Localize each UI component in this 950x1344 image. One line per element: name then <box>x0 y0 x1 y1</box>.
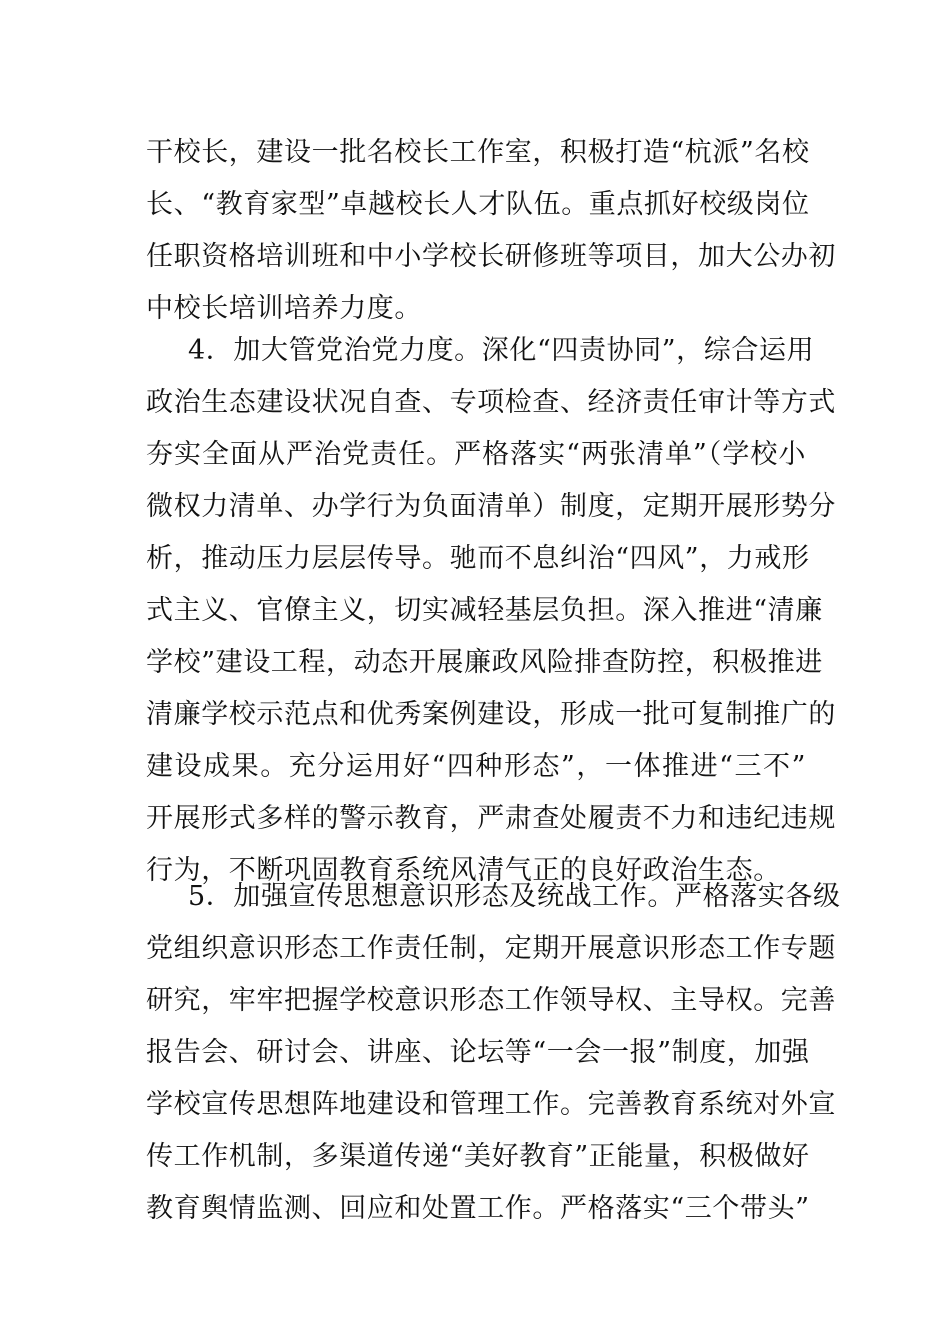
text-line: 党组织意识形态工作责任制，定期开展意识形态工作专题 <box>146 933 836 964</box>
paragraph-5 <box>146 871 841 1235</box>
text-line: 夯实全面从严治党责任。严格落实“两张清单”（学校小 <box>146 439 806 470</box>
text-line: 清廉学校示范点和优秀案例建设，形成一批可复制推广的 <box>146 699 836 730</box>
text-line: 式主义、官僚主义，切实减轻基层负担。深入推进“清廉 <box>146 595 823 626</box>
text-line: 学校宣传思想阵地建设和管理工作。完善教育系统对外宣 <box>146 1089 836 1120</box>
text-line: 报告会、研讨会、讲座、论坛等“一会一报”制度，加强 <box>146 1037 810 1068</box>
text-line: 研究，牢牢把握学校意识形态工作领导权、主导权。完善 <box>146 985 836 1016</box>
text-line: 教育舆情监测、回应和处置工作。严格落实“三个带头” <box>146 1193 810 1224</box>
text-line: 政治生态建设状况自查、专项检查、经济责任审计等方式 <box>146 387 836 418</box>
paragraph-heading-line: 4．加大管党治党力度。深化“四责协同”，综合运用 <box>188 335 815 366</box>
text-line: 析，推动压力层层传导。驰而不息纠治“四风”，力戒形 <box>146 543 810 574</box>
text-line: 学校”建设工程，动态开展廉政风险排查防控，积极推进 <box>146 647 823 678</box>
text-line: 建设成果。充分运用好“四种形态”，一体推进“三不” <box>146 751 806 782</box>
text-line: 传工作机制，多渠道传递“美好教育”正能量，积极做好 <box>146 1141 810 1172</box>
text-line: 中校长培训培养力度。 <box>146 293 422 324</box>
text-line: 任职资格培训班和中小学校长研修班等项目，加大公办初 <box>146 241 836 272</box>
text-line: 开展形式多样的警示教育，严肃查处履责不力和违纪违规 <box>146 803 836 834</box>
text-line: 微权力清单、办学行为负面清单）制度，定期开展形势分 <box>146 491 836 522</box>
paragraph-heading-line: 5．加强宣传思想意识形态及统战工作。严格落实各级 <box>188 881 841 912</box>
text-line: 干校长，建设一批名校长工作室，积极打造“杭派”名校 <box>146 137 810 168</box>
text-line: 行为，不断巩固教育系统风清气正的良好政治生态。 <box>146 855 781 886</box>
text-line: 长、“教育家型”卓越校长人才队伍。重点抓好校级岗位 <box>146 189 810 220</box>
paragraph-continued <box>146 127 836 335</box>
